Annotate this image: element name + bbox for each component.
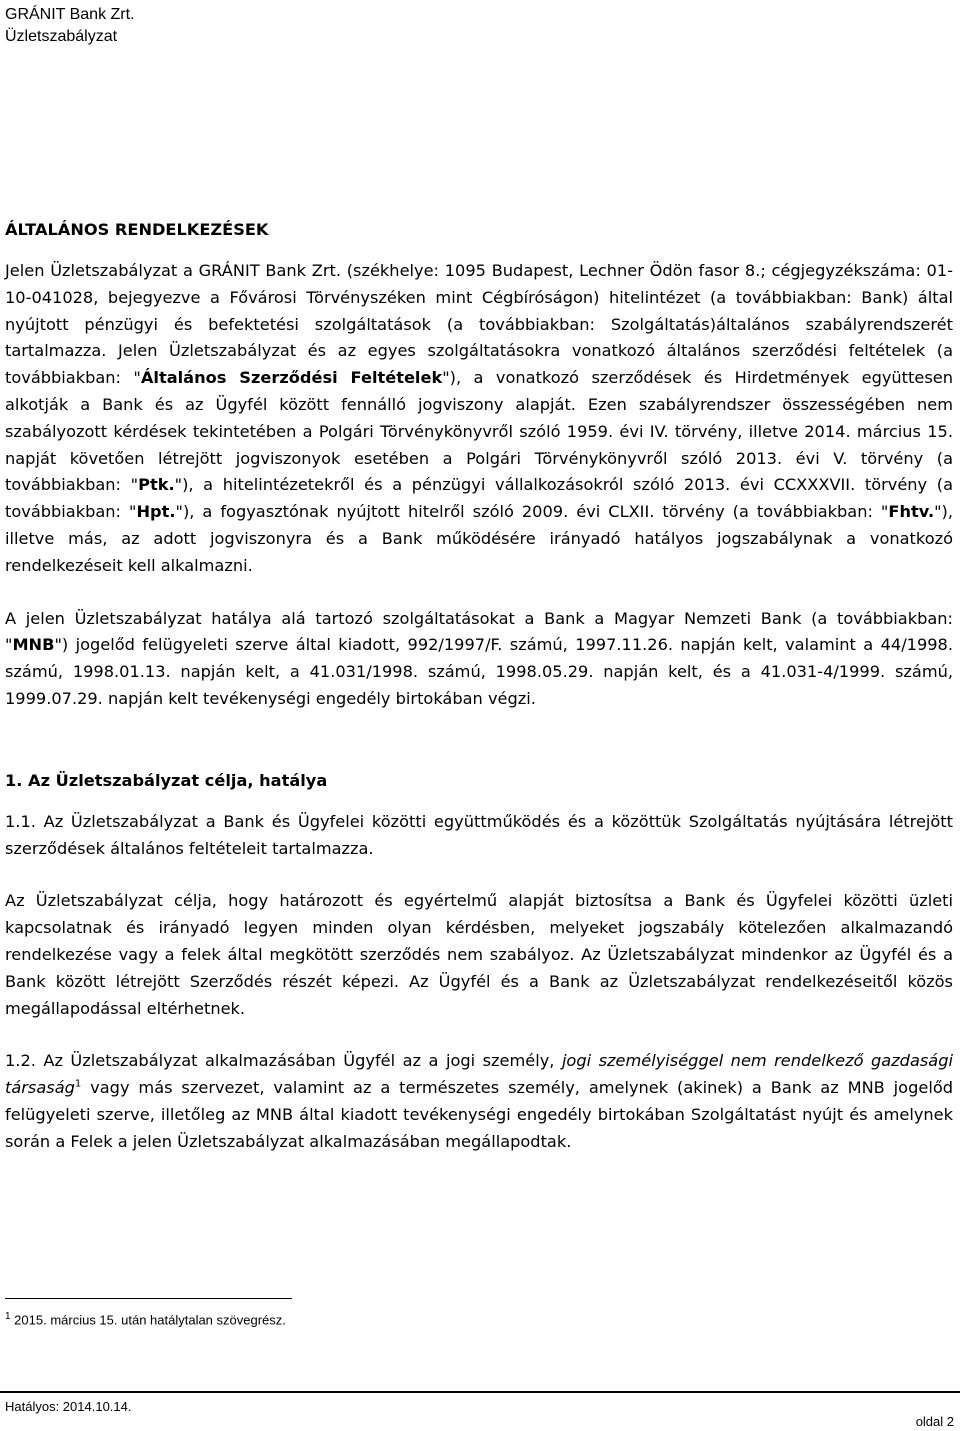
- footer-divider: [0, 1391, 960, 1393]
- section-1-title: 1. Az Üzletszabályzat célja, hatálya: [5, 770, 328, 790]
- effective-date: Hatályos: 2014.10.14.: [5, 1399, 132, 1414]
- intro-paragraph-2: A jelen Üzletszabályzat hatálya alá tartozó szolgáltatásokat a Bank a Magyar Nemzeti Bank (a továbbiakban: "MNB") jogelőd felügyeleti szerve által kiadott, 992/1997/F. számú, 1997.11.26. napján kelt, valamint a 44/1998. számú, 1998.01.13. napján kelt, a 41.031/1998. számú, 1998.05.29. napján kelt, és a 41.031-4/1999. számú, 1999.07.29. napján kelt tevékenységi engedély birtokában végzi.: [5, 608, 953, 708]
- section-title: ÁLTALÁNOS RENDELKEZÉSEK: [5, 220, 269, 239]
- footnote-text: 2015. március 15. után hatálytalan szövegrész.: [10, 1312, 286, 1328]
- bank-name: GRÁNIT Bank Zrt.: [5, 6, 135, 23]
- paragraph-1-2: 1.2. Az Üzletszabályzat alkalmazásában Ügyfél az a jogi személy, jogi személyiséggel nem rendelkező gazdasági társaság$^1$ vagy más szervezet, valamint az a természetes személy, amelynek (akinek) a Bank az MNB jogelőd felügyeleti szerve, illetőleg az MNB által kiadott tevékenységi engedély birtokában Szolgáltatást nyújt és amelynek során a Felek a jelen Üzletszabályzat alkalmazásában megállapodtak.: [5, 1051, 953, 1151]
- footnote-ref[interactable]: 1: [74, 1078, 82, 1090]
- page-header: [5, 4, 135, 48]
- footnote-divider: [5, 1298, 292, 1299]
- italic-phrase: jogi személyiséggel nem rendelkező gazdasági társaság: [5, 1051, 953, 1098]
- paragraph-goal: Az Üzletszabályzat célja, hogy határozott és egyértelmű alapját biztosítsa a Bank és Ügyfelei közötti üzleti kapcsolatnak és irányadó legyen minden olyan kérdésben, melyeket jogszabály kötelezően alkalmazandó rendelkezése vagy a felek által megkötött szerződés nem szabályoz. Az Üzletszabályzat mindenkor az Ügyfél és a Bank között létrejött Szerződés részét képezi. Az Ügyfél és a Bank az Üzletszabályzat rendelkezéseitől közös megállapodással eltérhetnek.: [5, 891, 953, 1018]
- document-name: Üzletszabályzat: [5, 28, 118, 45]
- intro-paragraph-1: Jelen Üzletszabályzat a GRÁNIT Bank Zrt. (székhelye: 1095 Budapest, Lechner Ödön fasor 8.; cégjegyzékszáma: 01-10-041028, bejegyezve a Fővárosi Törvényszéken mint Cégbíróságon) hitelintézet (a továbbiakban: Bank) által nyújtott pénzügyi és befektetési szolgáltatások (a továbbiakban: Szolgáltatás)általános szabályrendszerét tartalmazza. Jelen Üzletszabályzat és az egyes szolgáltatásokra vonatkozó általános szerződési feltételek (a továbbiakban: "Általános Szerződési Feltételek"), a vonatkozó szerződések és Hirdetmények együttesen alkotják a Bank és az Ügyfél között fennálló jogviszony alapját. Ezen szabályrendszer összességében nem szabályozott kérdések tekintetében a Polgári Törvénykönyvről szóló 1959. évi IV. törvény, illetve 2014. március 15. napját követően létrejött jogviszonyok esetében a Polgári Törvénykönyvről szóló 2013. évi V. törvény (a továbbiakban: "Ptk."), a hitelintézetekről és a pénzügyi vállalkozásokról szóló 2013. évi CCXXXVII. törvény (a továbbiakban: "Hpt."), a fogyasztónak nyújtott hitelről szóló 2009. évi CLXII. törvény (a továbbiakban: "Fhtv."), illetve más, az adott jogviszonyra és a Bank működésére irányadó hatályos jogszabálynak a vonatkozó rendelkezéseit kell alkalmazni.: [5, 261, 954, 575]
- page-number: oldal 2: [915, 1414, 954, 1429]
- paragraph-1-1: 1.1. Az Üzletszabályzat a Bank és Ügyfelei közötti együttműködés és a közöttük Szolgáltatás nyújtására létrejött szerződések általános feltételeit tartalmazza.: [5, 811, 953, 858]
- footnote-number: 1: [5, 1311, 11, 1322]
- document-body: [5, 217, 953, 1156]
- footnote: [5, 1308, 286, 1329]
